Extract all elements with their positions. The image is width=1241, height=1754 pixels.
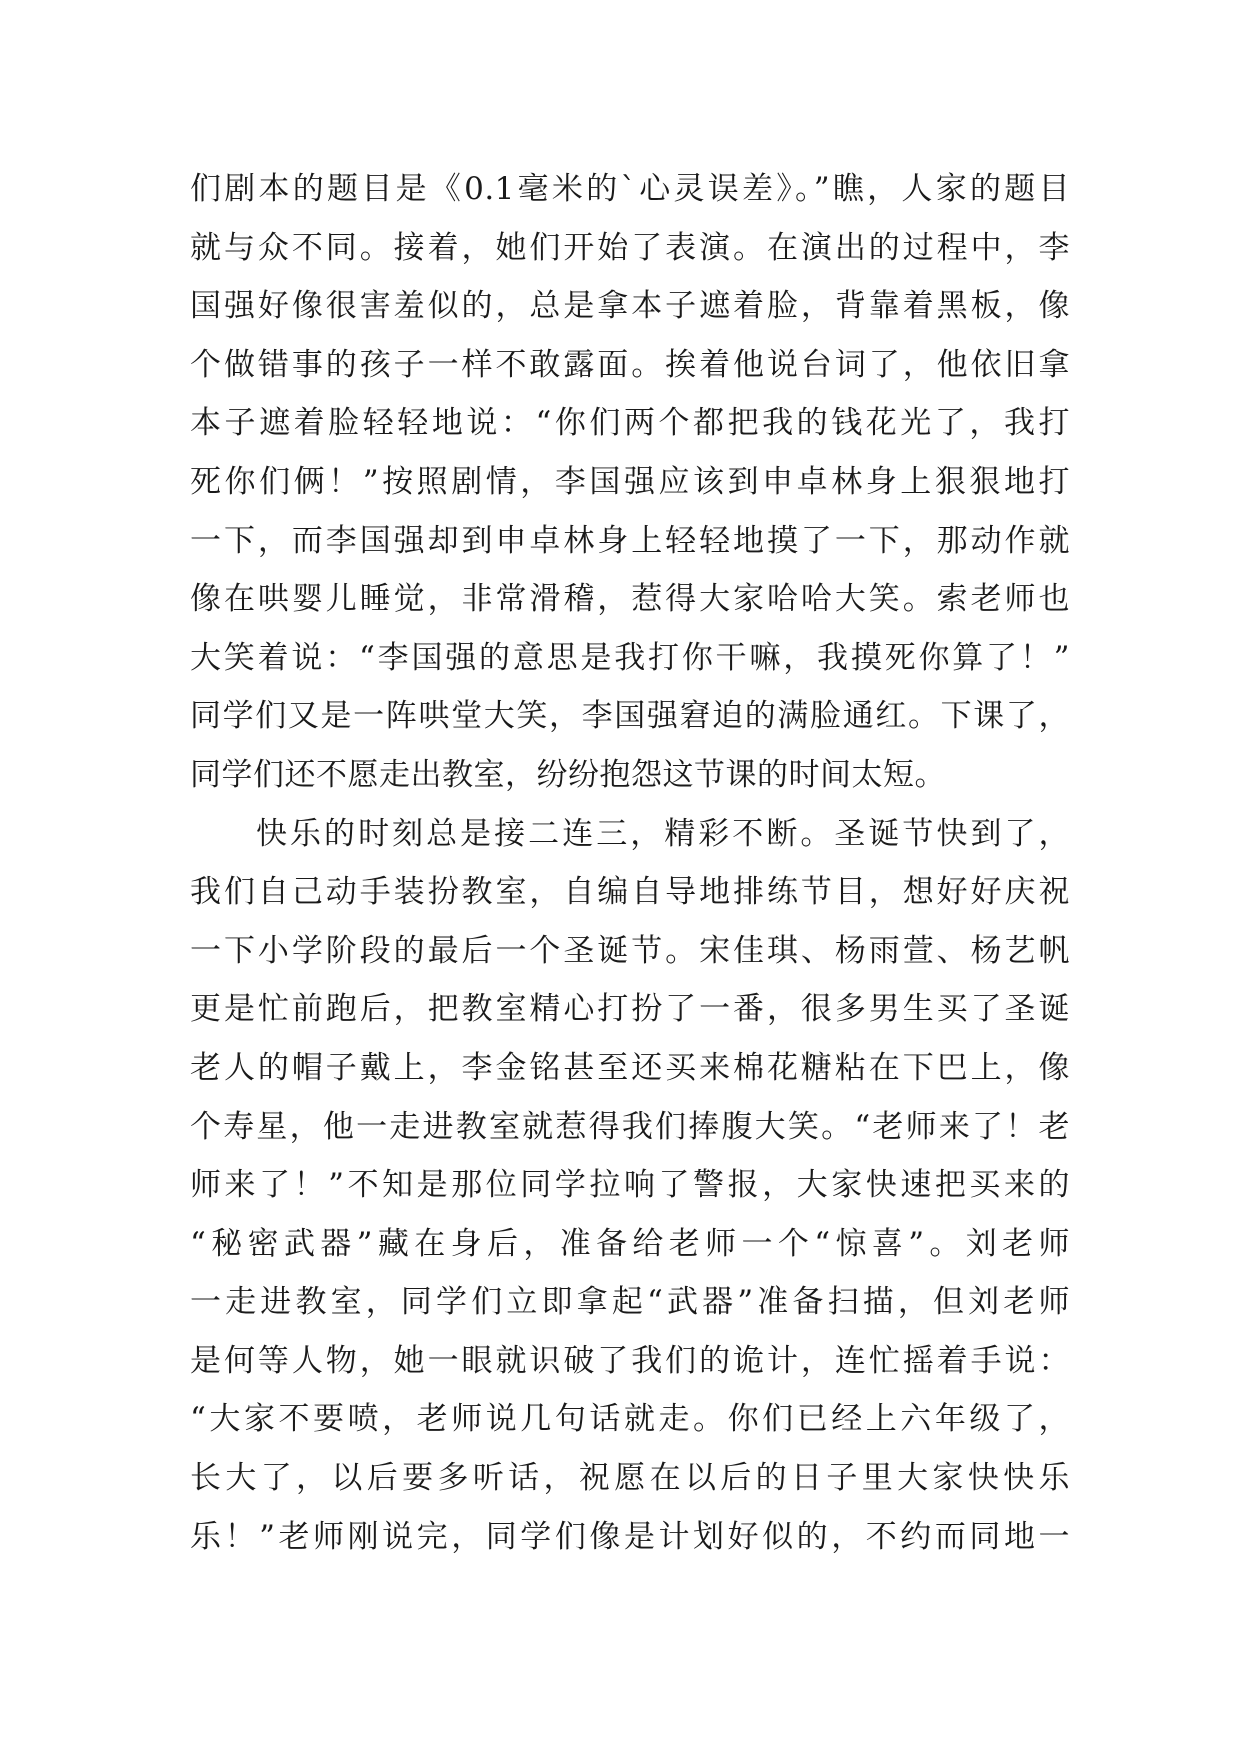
text-line: 大笑着说：“李国强的意思是我打你干嘛，我摸死你算了！”	[190, 639, 1070, 676]
text-line: 个做错事的孩子一样不敢露面。挨着他说台词了，他依旧拿	[190, 346, 1070, 383]
text-line: 像在哄婴儿睡觉，非常滑稽，惹得大家哈哈大笑。索老师也	[190, 581, 1070, 618]
text-line: 一下小学阶段的最后一个圣诞节。宋佳琪、杨雨萱、杨艺帆	[190, 932, 1070, 969]
text-line: 长大了，以后要多听话，祝愿在以后的日子里大家快快乐	[190, 1460, 1070, 1497]
text-line: 死你们俩！”按照剧情，李国强应该到申卓林身上狠狠地打	[190, 463, 1070, 500]
text-line: 就与众不同。接着，她们开始了表演。在演出的过程中，李	[190, 229, 1070, 266]
body-text	[190, 160, 1070, 1566]
text-line: 一走进教室，同学们立即拿起“武器”准备扫描，但刘老师	[190, 1284, 1070, 1321]
text-line: 同学们还不愿走出教室，纷纷抱怨这节课的时间太短。	[190, 756, 946, 793]
text-line: 乐！”老师刚说完，同学们像是计划好似的，不约而同地一	[190, 1518, 1070, 1555]
text-line: 一下，而李国强却到申卓林身上轻轻地摸了一下，那动作就	[190, 522, 1070, 559]
text-line: 本子遮着脸轻轻地说：“你们两个都把我的钱花光了，我打	[190, 405, 1070, 442]
text-line: 国强好像很害羞似的，总是拿本子遮着脸，背靠着黑板，像	[190, 288, 1070, 325]
paragraph-1	[190, 160, 1070, 805]
text-line: 师来了！”不知是那位同学拉响了警报，大家快速把买来的	[190, 1167, 1070, 1204]
text-line: 们剧本的题目是《0.1毫米的`心灵误差》。”瞧，人家的题目	[190, 171, 1070, 207]
text-line: 同学们又是一阵哄堂大笑，李国强窘迫的满脸通红。下课了，	[190, 698, 1070, 735]
text-line: “秘密武器”藏在身后，准备给老师一个“惊喜”。刘老师	[190, 1225, 1070, 1262]
text-line: “大家不要喷，老师说几句话就走。你们已经上六年级了，	[190, 1401, 1070, 1438]
text-line: 我们自己动手装扮教室，自编自导地排练节目，想好好庆祝	[190, 874, 1070, 911]
text-line: 个寿星，他一走进教室就惹得我们捧腹大笑。“老师来了！老	[190, 1108, 1070, 1145]
paragraph-2	[190, 805, 1070, 1567]
text-line: 快乐的时刻总是接二连三，精彩不断。圣诞节快到了，	[256, 815, 1070, 852]
text-line: 老人的帽子戴上，李金铭甚至还买来棉花糖粘在下巴上，像	[190, 1049, 1070, 1086]
text-line: 是何等人物，她一眼就识破了我们的诡计，连忙摇着手说：	[190, 1342, 1070, 1379]
text-line: 更是忙前跑后，把教室精心打扮了一番，很多男生买了圣诞	[190, 991, 1070, 1028]
